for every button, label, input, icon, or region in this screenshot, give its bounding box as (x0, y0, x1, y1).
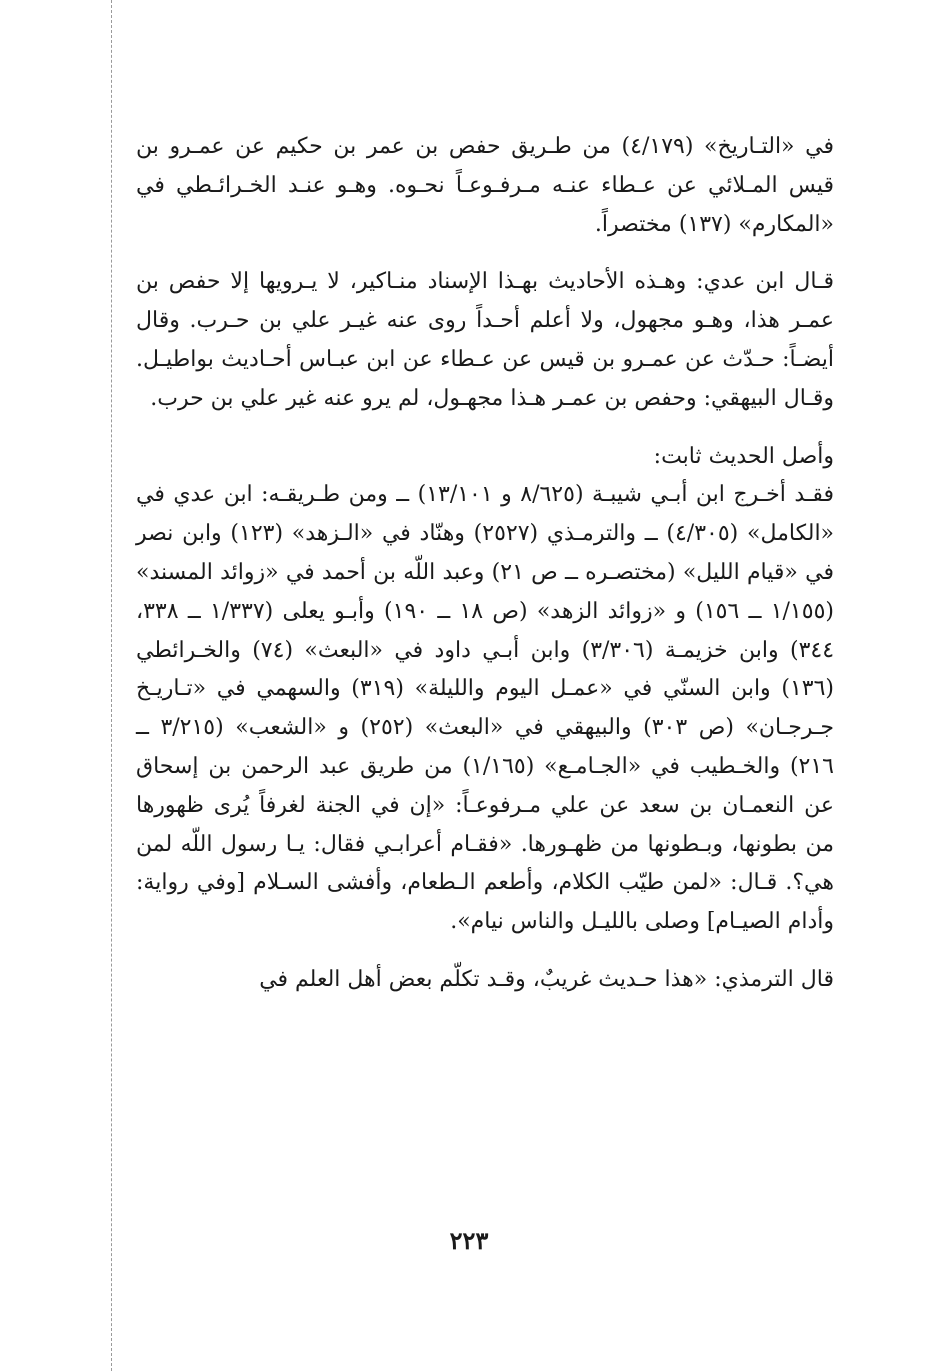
paragraph-tirmidhi: قال الترمذي: «هذا حـديث غريبٌ، وقـد تكلّم بعض أهل العلم في (259, 966, 834, 992)
page-number: ٢٢٣ (449, 1226, 489, 1255)
paragraph-asl-hadith: وأصل الحديث ثابت: (653, 443, 834, 469)
paragraph-gap (136, 942, 834, 961)
paragraph-gap (136, 244, 834, 263)
paragraph-source-note: في «التـاريخ» (٤/١٧٩) من طـريق حفص بن عمر بن حكيم عن عمـرو بن قيس المـلائي عن عـطاء عنـه مـرفـوعـاً نحـوه. وهـو عنـد الخـرائـطي في «المكارم» (١٣٧) مختصراً. (136, 134, 834, 237)
paragraph-gap (136, 419, 834, 438)
paragraph-takhrij: فقـد أخـرج ابن أبـي شيبـة (٨/٦٢٥ و ١٣/١٠١) ــ ومن طـريقـه: ابن عدي في «الكامل» (٤/٣٠٥) ــ والترمـذي (٢٥٢٧) وهنّاد في «الـزهد» (١٢٣) وابن نصر في «قيام الليل» (مختصـره ــ ص ٢١) وعبد اللّه بن أحمد في «زوائد المسند» (١/١٥٥ ــ ١٥٦) و «زوائد الزهد» (ص ١٨ ــ ١٩٠) وأبـو يعلى (١/٣٣٧ ــ ٣٣٨، ٣٤٤) وابن خزيمـة (٣/٣٠٦) وابن أبـي داود في «البعث» (٧٤) والخـرائطي (١٣٦) وابن السنّي في «عمـل اليوم والليلة» (٣١٩) والسهمي في «تـاريـخ جـرجـان» (ص ٣٠٣) والبيهقي في «البعث» (٢٥٢) و «الشعب» (٣/٢١٥ ــ ٢١٦) والخـطيب في «الجـامـع» (١/١٦٥) من طريق عبد الرحمن بن إسحاق عن النعمـان بن سعد عن علي مـرفوعـاً: «إن في الجنة لغرفاً يُرى ظهورها من بطونها، وبـطونها من ظهـورها. «فقـام أعرابـي فقال: يـا رسول اللّه لمن هي؟. قـال: «لمن طيّب الكلام، وأطعم الـطعام، وأفشى السـلام [وفي رواية: وأدام الصيـام] وصلى بالليـل والناس نيام». (136, 482, 835, 935)
paragraph-ibn-adi: قـال ابن عدي: وهـذه الأحاديث بهـذا الإسناد منـاكير، لا يـرويها إلا حفص بن عمـر هذا، وهـو مجهول، ولا أعلم أحـداً روى عنه غيـر علي بن حـرب. وقال أيضـاً: حـدّث عن عمـرو بن قيس عن عـطاء عن ابن عبـاس أحـاديث بواطيـل. وقـال البيهقي: وحفص بن عمـر هـذا مجهـول، لم يرو عنه غير علي بن حرب. (136, 269, 834, 411)
margin-guide-line (111, 0, 112, 1371)
page-body (136, 128, 834, 1000)
